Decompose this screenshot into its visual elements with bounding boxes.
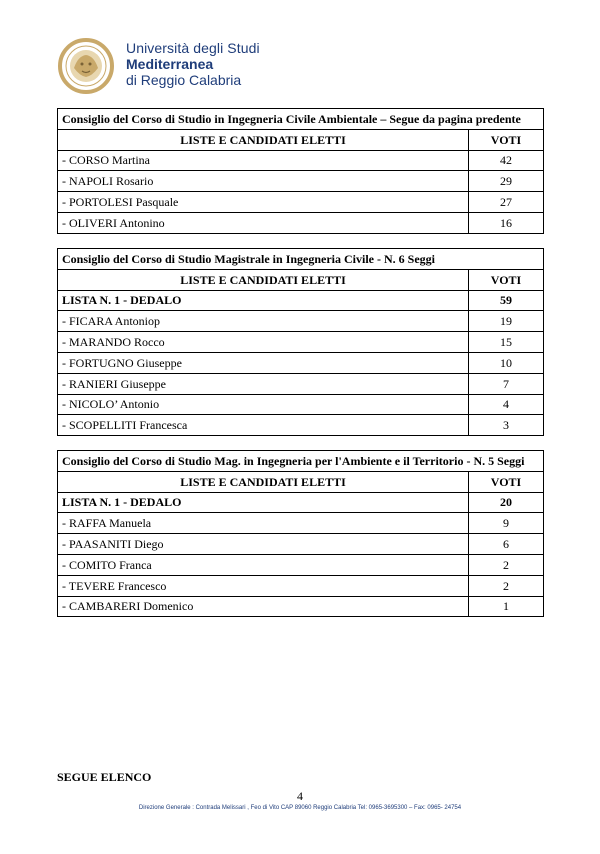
- candidate-name: - CAMBARERI Domenico: [58, 596, 469, 617]
- letterhead: [56, 38, 316, 94]
- table-row: [58, 554, 544, 575]
- table-row: [58, 394, 544, 415]
- vote-count: 20: [469, 492, 544, 513]
- table-header-row: [58, 129, 544, 150]
- university-line3: di Reggio Calabria: [126, 72, 242, 88]
- candidate-name: - RAFFA Manuela: [58, 513, 469, 534]
- vote-count: 16: [469, 212, 544, 233]
- candidate-name: - OLIVERI Antonino: [58, 212, 469, 233]
- vote-count: 7: [469, 373, 544, 394]
- column-header-votes: VOTI: [469, 269, 544, 290]
- table-title-row: [58, 249, 544, 270]
- votes-table: [57, 450, 544, 617]
- candidate-name: - SCOPELLITI Francesca: [58, 415, 469, 436]
- table-row: [58, 513, 544, 534]
- candidate-name: - TEVERE Francesco: [58, 575, 469, 596]
- vote-count: 59: [469, 290, 544, 311]
- candidate-name: - NICOLO’ Antonio: [58, 394, 469, 415]
- table-row: [58, 575, 544, 596]
- table-row: [58, 192, 544, 213]
- table-title: Consiglio del Corso di Studio Magistrale in Ingegneria Civile - N. 6 Seggi: [58, 249, 544, 270]
- vote-count: 19: [469, 311, 544, 332]
- table-title: Consiglio del Corso di Studio Mag. in Ingegneria per l'Ambiente e il Territorio - N. 5 Seggi: [58, 451, 544, 472]
- vote-count: 15: [469, 332, 544, 353]
- continued-note: SEGUE ELENCO: [57, 770, 152, 784]
- university-line2: Mediterranea: [126, 56, 214, 72]
- table-title-row: [58, 109, 544, 130]
- candidate-name: LISTA N. 1 - DEDALO: [58, 492, 469, 513]
- column-header-candidates: LISTE E CANDIDATI ELETTI: [58, 269, 469, 290]
- table-row: [58, 290, 544, 311]
- vote-count: 10: [469, 352, 544, 373]
- vote-count: 42: [469, 150, 544, 171]
- candidate-name: LISTA N. 1 - DEDALO: [58, 290, 469, 311]
- vote-count: 2: [469, 575, 544, 596]
- vote-count: 2: [469, 554, 544, 575]
- table-row: [58, 212, 544, 233]
- table-row: [58, 373, 544, 394]
- table-row: [58, 332, 544, 353]
- table-row: [58, 311, 544, 332]
- column-header-candidates: LISTE E CANDIDATI ELETTI: [58, 129, 469, 150]
- table-row: [58, 492, 544, 513]
- page-number: 4: [297, 789, 303, 803]
- table-row: [58, 352, 544, 373]
- university-name: [126, 40, 260, 88]
- table-title: Consiglio del Corso di Studio in Ingegneria Civile Ambientale – Segue da pagina predente: [58, 109, 544, 130]
- university-seal-icon: [56, 38, 116, 94]
- candidate-name: - MARANDO Rocco: [58, 332, 469, 353]
- vote-count: 27: [469, 192, 544, 213]
- candidate-name: - CORSO Martina: [58, 150, 469, 171]
- column-header-votes: VOTI: [469, 471, 544, 492]
- university-line1: Università degli Studi: [126, 40, 260, 56]
- table-title-row: [58, 451, 544, 472]
- table-row: [58, 415, 544, 436]
- table-row: [58, 150, 544, 171]
- candidate-name: - RANIERI Giuseppe: [58, 373, 469, 394]
- table-row: [58, 171, 544, 192]
- candidate-name: - NAPOLI Rosario: [58, 171, 469, 192]
- column-header-candidates: LISTE E CANDIDATI ELETTI: [58, 471, 469, 492]
- footer-address: Direzione Generale : Contrada Melissari , Feo di Vito CAP 89060 Reggio Calabria Tel: 0965-3695300 – Fax: 0965- 24754: [138, 805, 462, 811]
- candidate-name: - FICARA Antoniop: [58, 311, 469, 332]
- vote-count: 3: [469, 415, 544, 436]
- vote-count: 4: [469, 394, 544, 415]
- vote-count: 1: [469, 596, 544, 617]
- candidate-name: - PORTOLESI Pasquale: [58, 192, 469, 213]
- table-header-row: [58, 269, 544, 290]
- candidate-name: - FORTUGNO Giuseppe: [58, 352, 469, 373]
- candidate-name: - COMITO Franca: [58, 554, 469, 575]
- vote-count: 6: [469, 534, 544, 555]
- vote-count: 29: [469, 171, 544, 192]
- column-header-votes: VOTI: [469, 129, 544, 150]
- votes-table: [57, 108, 544, 234]
- table-header-row: [58, 471, 544, 492]
- candidate-name: - PAASANITI Diego: [58, 534, 469, 555]
- table-row: [58, 596, 544, 617]
- vote-count: 9: [469, 513, 544, 534]
- votes-table: [57, 248, 544, 436]
- table-row: [58, 534, 544, 555]
